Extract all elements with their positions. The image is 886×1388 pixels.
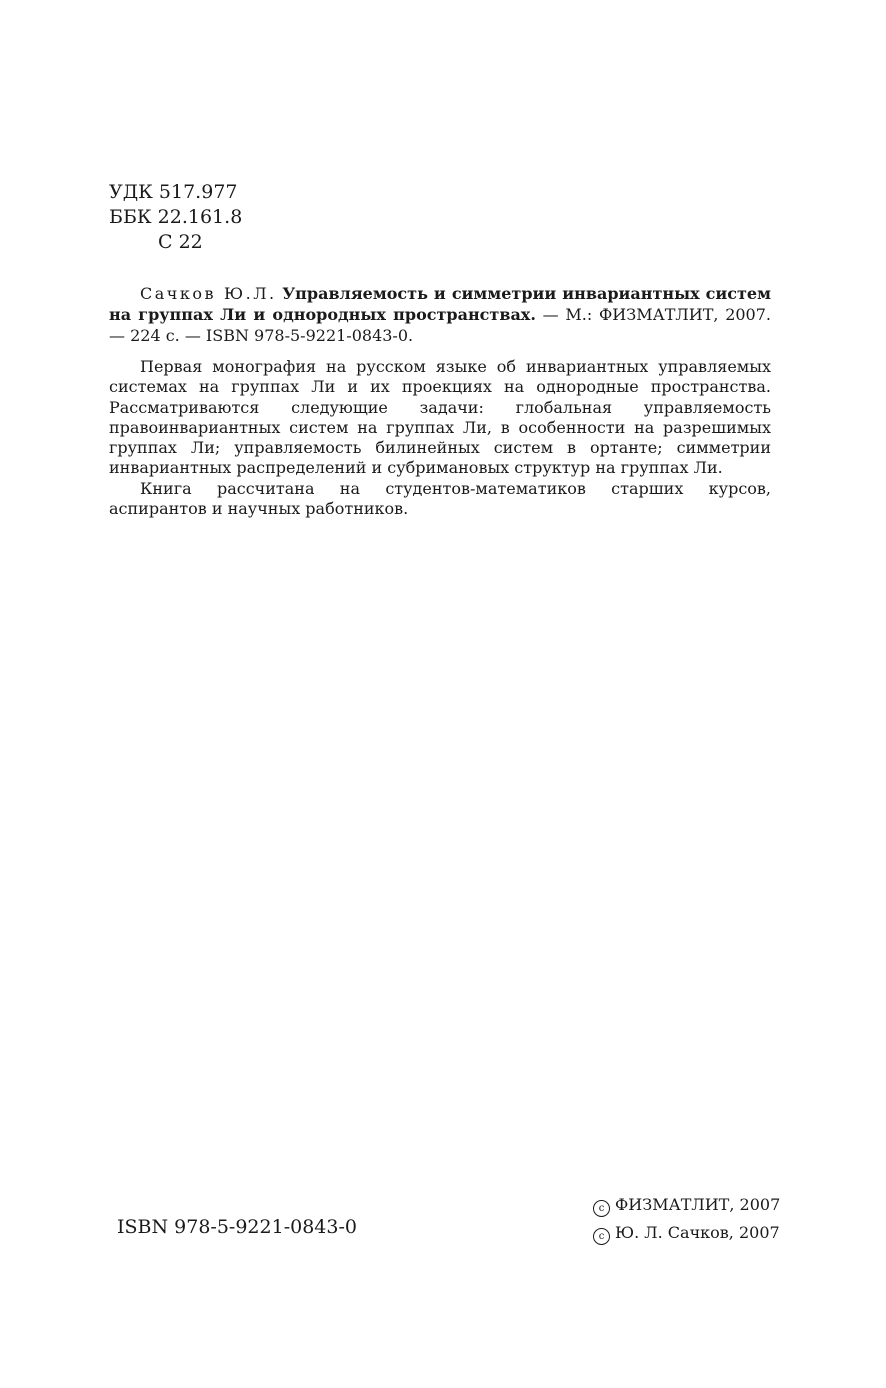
copyright-block [593, 1191, 780, 1247]
copyright-publisher: ФИЗМАТЛИТ, 2007 [615, 1195, 781, 1214]
udk-code: УДК 517.977 [109, 181, 238, 203]
abstract [109, 357, 771, 519]
author-name: Сачков Ю.Л. [140, 284, 277, 303]
abstract-paragraph-1: Первая монография на русском языке об инвариантных управляемых системах на группах Ли и их проекциях на однородные пространства. Рассматриваются следующие задачи: глобальная управляемость правоинвариантных систем на группах Ли, в особенности на разрешимых группах Ли; управляемость билинейных систем в ортанте; симметрии инвариантных распределений и субримановых структур на группах Ли. [109, 357, 771, 478]
author-mark: С 22 [158, 231, 203, 253]
copyright-line-author [593, 1219, 780, 1247]
copyright-author: Ю. Л. Сачков, 2007 [615, 1223, 780, 1242]
publication-info: — М.: ФИЗМАТЛИТ, 2007. — 224 с. — ISBN 978-5-9221-0843-0. [109, 305, 771, 345]
abstract-paragraph-2: Книга рассчитана на студентов-математиков старших курсов, аспирантов и научных работников. [109, 478, 771, 519]
classification-block [109, 180, 242, 255]
bbk-code: ББК 22.161.8 [109, 206, 243, 228]
copyright-icon: c [593, 1200, 610, 1217]
copyright-icon: c [593, 1228, 610, 1245]
book-title: Управляемость и симметрии инвариантных систем на группах Ли и однородных пространствах. [109, 284, 772, 324]
copyright-line-publisher [593, 1191, 780, 1219]
isbn: ISBN 978-5-9221-0843-0 [117, 1216, 357, 1238]
bibliographic-entry [109, 283, 771, 346]
